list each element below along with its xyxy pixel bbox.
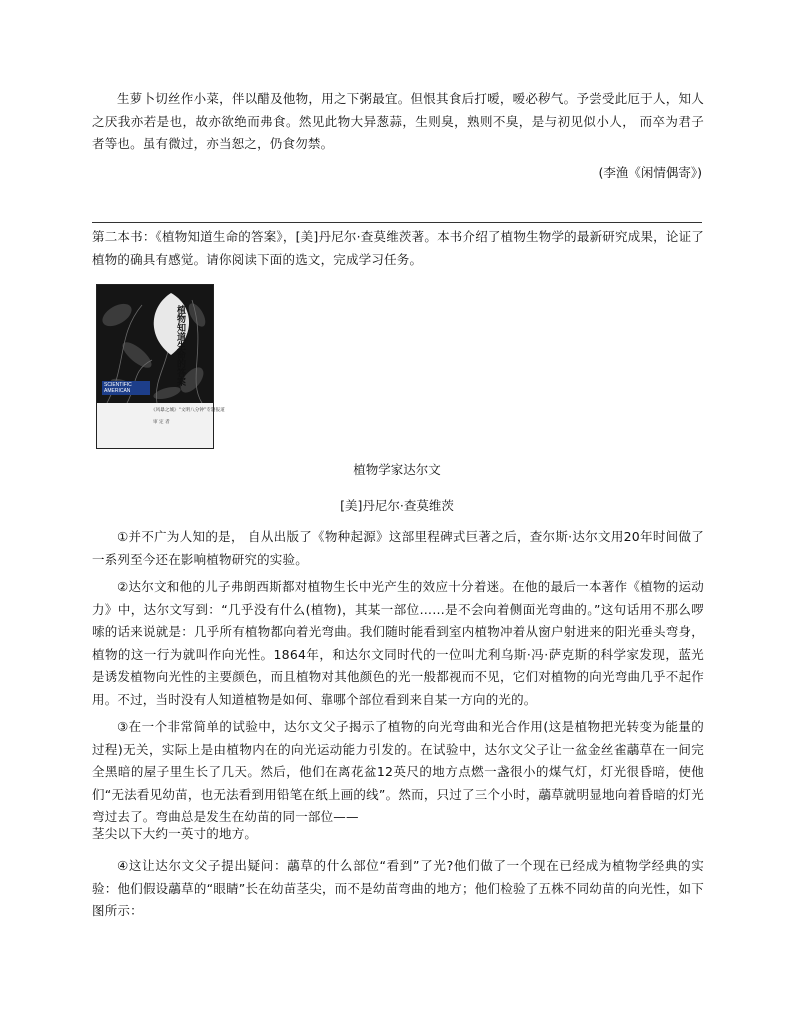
- cover-bottom-line2: 审 定 者: [153, 420, 170, 425]
- article-paragraph-3-continued: 茎尖以下大约一英寸的地方。: [92, 826, 258, 841]
- excerpt-paragraph: 生萝卜切丝作小菜，伴以醋及他物，用之下粥最宜。但恨其食后打嗳，嗳必秽气。予尝受此厄于人，知人之厌我亦若是也，故亦欲绝而弗食。然见此物大异葱蒜，生则臭，熟则不臭，是与初见似小人， 而卒为君子者等也。虽有微过，亦当恕之，仍食勿禁。: [92, 91, 704, 151]
- article-paragraph-2: ②达尔文和他的儿子弗朗西斯都对植物生长中光产生的效应十分着迷。在他的最后一本著作《植物的运动力》中，达尔文写到：“几乎没有什么(植物)，其某一部位……是不会向着侧面光弯曲的。”这句话用不那么啰嗦的话来说就是：几乎所有植物都向着光弯曲。我们随时能看到室内植物冲着从窗户射进来的阳光垂头弯身，植物的这一行为就叫作向光性。1864年，和达尔文同时代的一位叫尤利乌斯·冯·萨克斯的科学家发现，蓝光是诱发植物向光性的主要颜色，而且植物对其他颜色的光一般都视而不见，它们对植物的向光弯曲几乎不起作用。不过，当时没有人知道植物是如何、靠哪个部位看到来自某一方向的光的。: [92, 579, 704, 707]
- article-paragraph-3: ③在一个非常简单的试验中，达尔文父子揭示了植物的向光弯曲和光合作用(这是植物把光转变为能量的过程)无关，实际上是由植物内在的向光运动能力引发的。在试验中，达尔文父子让一盆金丝雀虉草在一间完全黑暗的屋子里生长了几天。然后，他们在离花盆12英尺的地方点燃一盏很小的煤气灯，灯光很昏暗，使他们“无法看见幼苗，也无法看到用铅笔在纸上画的线”。然而，只过了三个小时，虉草就明显地向着昏暗的灯光弯过去了。弯曲总是发生在幼苗的同一部位——: [92, 719, 704, 824]
- article-paragraph-4: ④这让达尔文父子提出疑问：虉草的什么部位“看到”了光?他们做了一个现在已经成为植物学经典的实验：他们假设虉草的“眼睛”长在幼苗茎尖，而不是幼苗弯曲的地方；他们检验了五株不同幼苗的向光性，如下图所示：: [92, 858, 704, 918]
- article-paragraph-1: ①并不广为人知的是， 自从出版了《物种起源》这部里程碑式巨著之后，查尔斯·达尔文用20年时间做了一系列至今还在影响植物研究的实验。: [92, 529, 704, 567]
- cover-badge: SCIENTIFIC AMERICAN: [102, 381, 150, 395]
- article-author: [美]丹尼尔·查莫维茨: [340, 498, 454, 513]
- cover-title: 植物知道生命的答案: [175, 305, 185, 386]
- book-cover-image: [96, 284, 225, 449]
- article-title: 植物学家达尔文: [353, 462, 441, 477]
- book-intro: 第二本书：《植物知道生命的答案》，[美]丹尼尔·查莫维茨著。本书介绍了植物生物学的最新研究成果，论证了植物的确具有感觉。请你阅读下面的选文，完成学习任务。: [92, 229, 704, 267]
- cover-bottom-band: [97, 403, 225, 448]
- section-divider: [92, 222, 702, 223]
- excerpt-attribution: (李渔《闲情偶寄》): [598, 165, 702, 180]
- cover-bottom-line1: 《风暴之城》“文明八分钟”专题报道: [151, 408, 225, 413]
